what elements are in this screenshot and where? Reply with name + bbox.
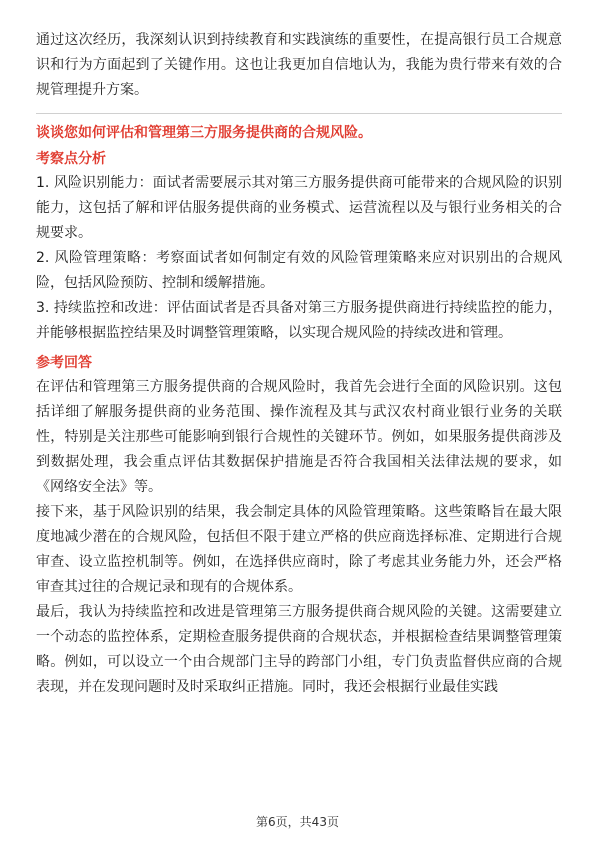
intro-paragraph: 通过这次经历，我深刻认识到持续教育和实践演练的重要性，在提高银行员工合规意识和行为方面起到了关键作用。这也让我更加自信地认为，我能为贵行带来有效的合规管理提升方案。 — [36, 32, 562, 98]
analysis-label: 考察点分析 — [36, 151, 106, 167]
analysis-item-1: 1. 风险识别能力：面试者需要展示其对第三方服务提供商可能带来的合规风险的识别能力，这包括了解和评估服务提供商的业务模式、运营流程以及与银行业务相关的合规要求。 — [36, 175, 562, 241]
answer-label: 参考回答 — [36, 355, 92, 371]
analysis-item-2: 2. 风险管理策略：考察面试者如何制定有效的风险管理策略来应对识别出的合规风险，包括风险预防、控制和缓解措施。 — [36, 250, 562, 291]
answer-paragraph-2: 接下来，基于风险识别的结果，我会制定具体的风险管理策略。这些策略旨在最大限度地减少潜在的合规风险，包括但不限于建立严格的供应商选择标准、定期进行合规审查、设立监控机制等。例如，在选择供应商时，除了考虑其业务能力外，还会严格审查其过往的合规记录和现有的合规体系。 — [36, 504, 562, 595]
answer-paragraph-3: 最后，我认为持续监控和改进是管理第三方服务提供商合规风险的关键。这需要建立一个动态的监控体系，定期检查服务提供商的合规状态，并根据检查结果调整管理策略。例如，可以设立一个由合规部门主导的跨部门小组，专门负责监督供应商的合规表现，并在发现问题时及时采取纠正措施。同时，我还会根据行业最佳实践 — [36, 604, 562, 695]
answer-paragraph-1: 在评估和管理第三方服务提供商的合规风险时，我首先会进行全面的风险识别。这包括详细了解服务提供商的业务范围、操作流程及其与武汉农村商业银行业务的关联性，特别是关注那些可能影响到银行合规性的关键环节。例如，如果服务提供商涉及到数据处理，我会重点评估其数据保护措施是否符合我国相关法律法规的要求，如《网络安全法》等。 — [36, 379, 562, 495]
question-heading: 谈谈您如何评估和管理第三方服务提供商的合规风险。 — [36, 125, 372, 141]
analysis-item-3: 3. 持续监控和改进：评估面试者是否具备对第三方服务提供商进行持续监控的能力，并能够根据监控结果及时调整管理策略，以实现合规风险的持续改进和管理。 — [36, 300, 562, 341]
page-footer — [0, 814, 595, 830]
section-divider — [36, 113, 562, 114]
page-indicator: 第6页，共43页 — [256, 815, 339, 829]
document-page — [36, 28, 562, 700]
